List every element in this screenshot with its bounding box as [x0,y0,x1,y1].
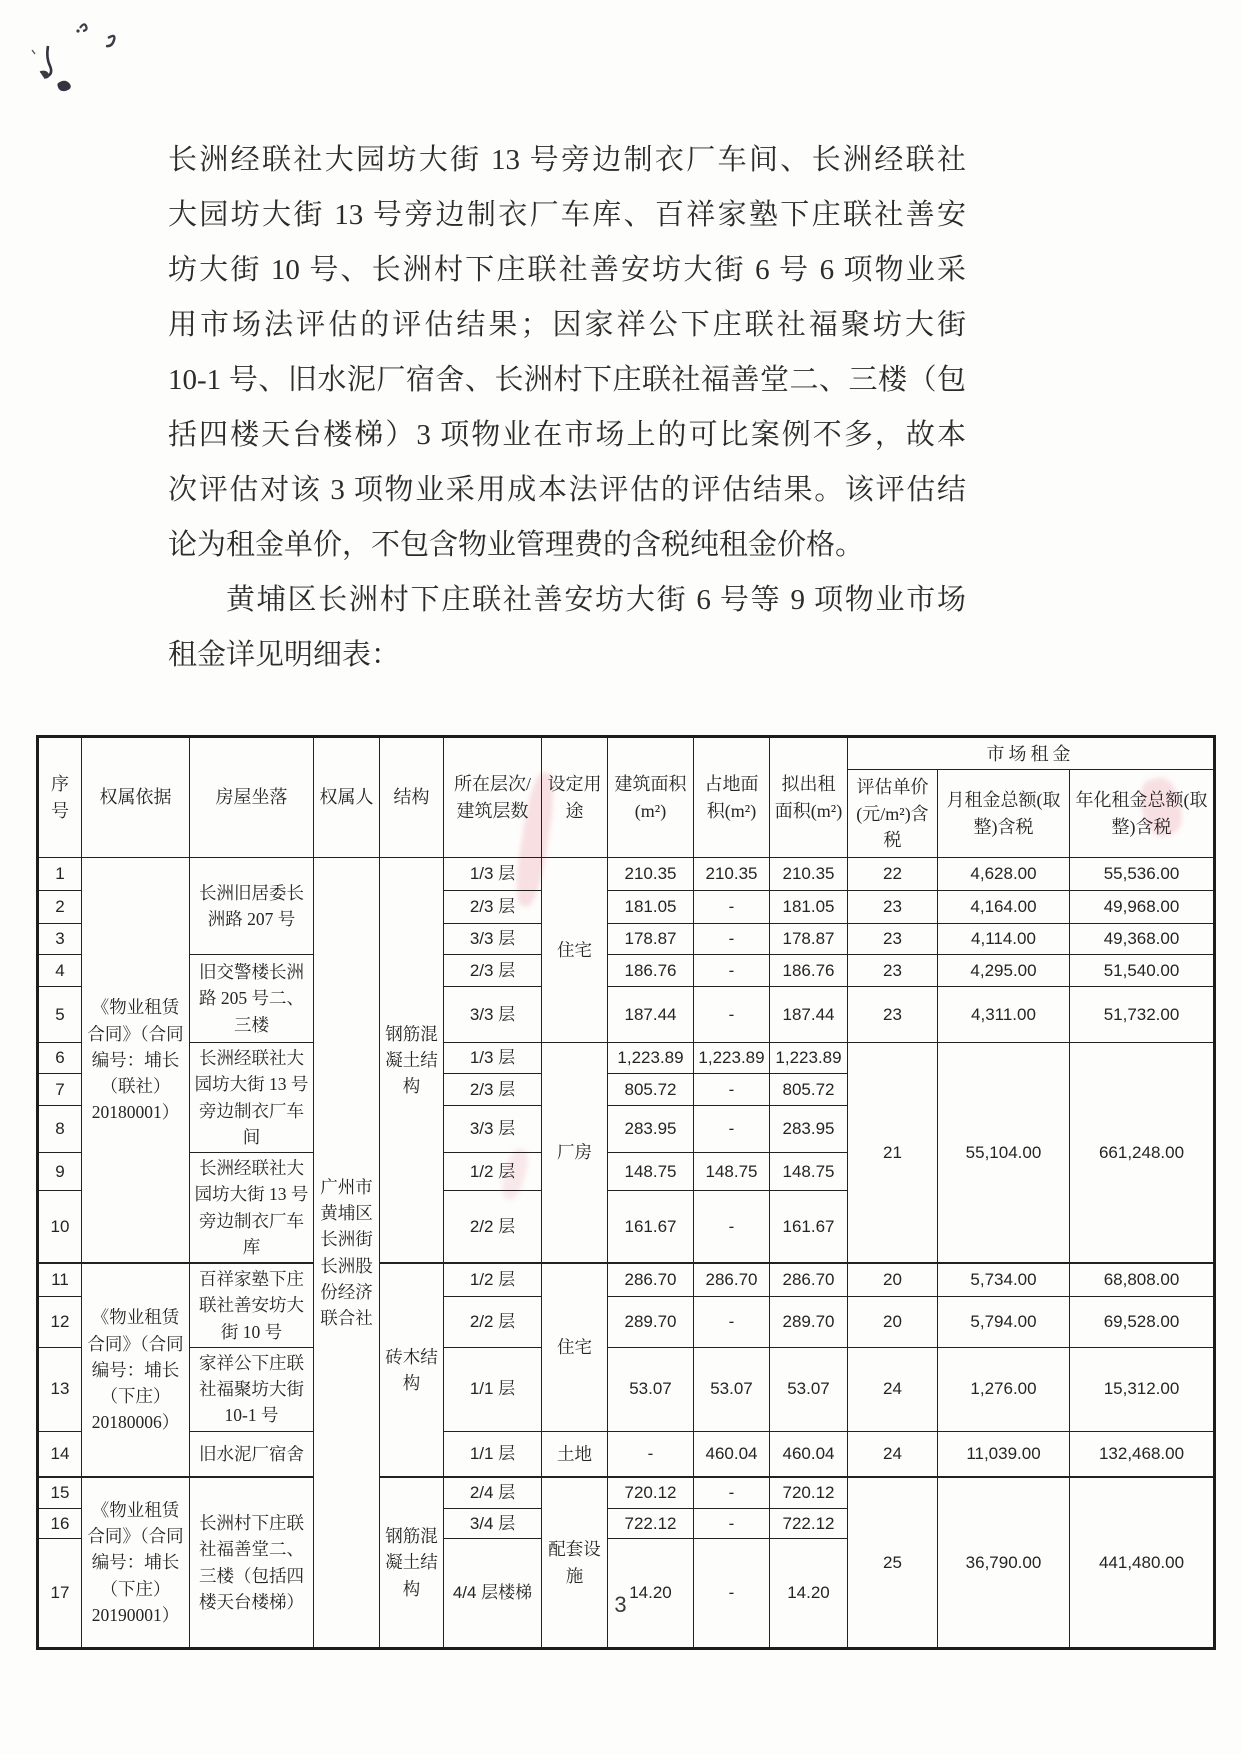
table-cell: 186.76 [608,955,694,987]
table-cell: 289.70 [770,1296,848,1347]
table-cell: 长洲经联社大园坊大街 13 号旁边制衣厂车间 [190,1043,314,1153]
table-cell: 旧水泥厂宿舍 [190,1431,314,1477]
col-header-structure: 结构 [380,737,444,858]
body-text-line: 长洲经联社大园坊大街 13 号旁边制衣厂车间、长洲经联社 [168,144,966,176]
table-cell: 3 [38,924,82,955]
table-cell: 161.67 [770,1190,848,1263]
table-cell: 钢筋混凝土结构 [380,858,444,1264]
table-cell: 722.12 [608,1508,694,1539]
table-cell: 家祥公下庄联社福聚坊大街 10-1 号 [190,1347,314,1431]
table-cell: 5,794.00 [938,1296,1070,1347]
table-cell: 4,295.00 [938,955,1070,987]
body-text [168,133,966,683]
table-cell: 2/3 层 [444,1074,542,1105]
table-cell: 7 [38,1074,82,1105]
table-row [38,1263,1215,1296]
table-cell: 12 [38,1296,82,1347]
col-header-monthly-rent: 月租金总额(取整)含税 [938,770,1070,858]
table-cell: 4,311.00 [938,987,1070,1043]
table-cell: 460.04 [694,1431,770,1477]
col-header-usage: 设定用途 [542,737,608,858]
table-row [38,858,1215,891]
body-text-line: 括四楼天台楼梯）3 项物业在市场上的可比案例不多，故本 [168,419,966,451]
table-cell: 5,734.00 [938,1263,1070,1296]
pen-scribble-mark [18,8,148,98]
table-cell: 3/3 层 [444,987,542,1043]
table-cell: 4 [38,955,82,987]
table-row [38,1043,1215,1074]
table-cell: 配套设施 [542,1477,608,1649]
table-cell: 148.75 [608,1153,694,1191]
table-cell: 1/1 层 [444,1347,542,1431]
table-cell: 286.70 [608,1263,694,1296]
table-cell: - [694,1296,770,1347]
table-cell: 51,732.00 [1070,987,1215,1043]
table-cell: 14.20 [770,1539,848,1649]
table-cell: 13 [38,1347,82,1431]
table-cell: 4/4 层楼梯 [444,1539,542,1649]
col-header-annual-rent: 年化租金总额(取整)含税 [1070,770,1215,858]
table-cell: 53.07 [694,1347,770,1431]
table-row [38,1431,1215,1477]
table-cell: 805.72 [770,1074,848,1105]
col-header-building-area: 建筑面积(m²) [608,737,694,858]
table-cell: 1,223.89 [694,1043,770,1074]
table-cell: 23 [848,987,938,1043]
col-header-market-rent-group: 市场租金 [848,737,1215,770]
table-cell: - [694,955,770,987]
table-cell: 53.07 [608,1347,694,1431]
col-header-land-area: 占地面积(m²) [694,737,770,858]
table-cell: 23 [848,955,938,987]
table-cell: 283.95 [770,1105,848,1152]
table-cell: 441,480.00 [1070,1477,1215,1649]
table-cell: 720.12 [608,1477,694,1508]
table-cell: 15,312.00 [1070,1347,1215,1431]
table-cell: - [694,1508,770,1539]
rent-detail-table [36,735,1216,1650]
table-cell: - [694,924,770,955]
table-cell: 55,104.00 [938,1043,1070,1264]
table-cell: 24 [848,1431,938,1477]
table-cell: 55,536.00 [1070,858,1215,891]
table-cell: - [694,1539,770,1649]
table-cell: 1/2 层 [444,1153,542,1191]
table-cell: 722.12 [770,1508,848,1539]
table-cell: 148.75 [694,1153,770,1191]
table-cell: 1/1 层 [444,1431,542,1477]
table-cell: - [694,1190,770,1263]
table-cell: 187.44 [608,987,694,1043]
table-body [38,858,1215,1649]
table-cell: 4,164.00 [938,891,1070,924]
table-cell: 1,276.00 [938,1347,1070,1431]
table-cell: 187.44 [770,987,848,1043]
table-cell: 181.05 [608,891,694,924]
table-cell: - [694,1105,770,1152]
table-cell: 土地 [542,1431,608,1477]
table-cell: 20 [848,1296,938,1347]
col-header-location: 房屋坐落 [190,737,314,858]
table-cell: 4,628.00 [938,858,1070,891]
table-cell: 286.70 [770,1263,848,1296]
table-cell: 283.95 [608,1105,694,1152]
body-text-line: 论为租金单价，不包含物业管理费的含税纯租金价格。 [168,529,865,561]
table-cell: 210.35 [694,858,770,891]
col-header-unit-price: 评估单价 (元/m²)含税 [848,770,938,858]
table-cell: 178.87 [608,924,694,955]
table-cell: 广州市黄埔区长洲街长洲股份经济联合社 [314,858,380,1649]
table-cell: - [608,1431,694,1477]
table-cell: 181.05 [770,891,848,924]
table-cell: 49,968.00 [1070,891,1215,924]
table-cell: 23 [848,924,938,955]
table-cell: 百祥家塾下庄联社善安坊大街 10 号 [190,1263,314,1347]
col-header-owner: 权属人 [314,737,380,858]
table-cell: 24 [848,1347,938,1431]
table-cell: 17 [38,1539,82,1649]
table-cell: 长洲村下庄联社福善堂二、三楼（包括四楼天台楼梯） [190,1477,314,1649]
table-cell: 10 [38,1190,82,1263]
col-header-rent-area: 拟出租面积(m²) [770,737,848,858]
table-cell: 210.35 [770,858,848,891]
table-cell: 《物业租赁合同》（合同编号：埔长（下庄）20180006） [82,1263,190,1477]
table-cell: 21 [848,1043,938,1264]
table-cell: 805.72 [608,1074,694,1105]
table-cell: 2 [38,891,82,924]
table-cell: 砖木结构 [380,1263,444,1477]
table-cell: - [694,891,770,924]
table-cell: 14.20 [608,1539,694,1649]
table-cell: 6 [38,1043,82,1074]
table-cell: 2/3 层 [444,891,542,924]
body-text-line: 坊大街 10 号、长洲村下庄联社善安坊大街 6 号 6 项物业采 [168,254,966,286]
table-cell: 住宅 [542,858,608,1043]
table-cell: 8 [38,1105,82,1152]
table-cell: 289.70 [608,1296,694,1347]
table-cell: 1,223.89 [770,1043,848,1074]
table-cell: 4,114.00 [938,924,1070,955]
table-cell: 3/3 层 [444,924,542,955]
table-cell: 钢筋混凝土结构 [380,1477,444,1649]
table-row [38,1347,1215,1431]
table-cell: 2/4 层 [444,1477,542,1508]
page-number: 3 [614,1592,627,1617]
table-cell: 9 [38,1153,82,1191]
table-cell: 51,540.00 [1070,955,1215,987]
body-text-line: 10-1 号、旧水泥厂宿舍、长洲村下庄联社福善堂二、三楼（包 [168,364,966,396]
table-cell: 1/3 层 [444,858,542,891]
table-cell: 69,528.00 [1070,1296,1215,1347]
table-header-row-group [38,737,1215,770]
table-cell: 720.12 [770,1477,848,1508]
table-cell: 49,368.00 [1070,924,1215,955]
table-cell: 长洲旧居委长洲路 207 号 [190,858,314,955]
col-header-ownership-basis: 权属依据 [82,737,190,858]
table-cell: 25 [848,1477,938,1649]
table-cell: 1,223.89 [608,1043,694,1074]
table-cell: 厂房 [542,1043,608,1264]
table-row [38,955,1215,987]
table-cell: 3/3 层 [444,1105,542,1152]
table-cell: 1/2 层 [444,1263,542,1296]
table-cell: 住宅 [542,1263,608,1431]
body-text-line: 用市场法评估的评估结果；因家祥公下庄联社福聚坊大街 [168,309,966,341]
table-cell: 16 [38,1508,82,1539]
table-cell: - [694,1074,770,1105]
table-cell: 11,039.00 [938,1431,1070,1477]
table-cell: 210.35 [608,858,694,891]
table-cell: 22 [848,858,938,891]
table-cell: 5 [38,987,82,1043]
table-cell: 53.07 [770,1347,848,1431]
table-cell: 36,790.00 [938,1477,1070,1649]
table-cell: - [694,987,770,1043]
table-cell: 14 [38,1431,82,1477]
table-cell: 132,468.00 [1070,1431,1215,1477]
col-header-floor: 所在层次/建筑层数 [444,737,542,858]
table-cell: 661,248.00 [1070,1043,1215,1264]
table-cell: 《物业租赁合同》（合同编号：埔长（下庄）20190001） [82,1477,190,1649]
table-cell: - [694,1477,770,1508]
table-cell: 《物业租赁合同》（合同编号：埔长（联社）20180001） [82,858,190,1264]
table-cell: 旧交警楼长洲路 205 号二、三楼 [190,955,314,1043]
rent-table-container [36,735,1216,1650]
body-text-line: 黄埔区长洲村下庄联社善安坊大街 6 号等 9 项物业市场 [226,584,966,616]
table-cell: 15 [38,1477,82,1508]
table-cell: 286.70 [694,1263,770,1296]
table-cell: 186.76 [770,955,848,987]
table-cell: 1 [38,858,82,891]
table-cell: 11 [38,1263,82,1296]
table-cell: 3/4 层 [444,1508,542,1539]
table-cell: 1/3 层 [444,1043,542,1074]
table-cell: 460.04 [770,1431,848,1477]
table-cell: 2/2 层 [444,1190,542,1263]
table-cell: 2/3 层 [444,955,542,987]
body-text-line: 大园坊大街 13 号旁边制衣厂车库、百祥家塾下庄联社善安 [168,199,966,231]
table-cell: 20 [848,1263,938,1296]
body-text-line: 租金详见明细表： [168,639,401,671]
table-cell: 23 [848,891,938,924]
table-cell: 2/2 层 [444,1296,542,1347]
table-cell: 161.67 [608,1190,694,1263]
col-header-seq: 序号 [38,737,82,858]
table-cell: 148.75 [770,1153,848,1191]
table-cell: 68,808.00 [1070,1263,1215,1296]
body-text-line: 次评估对该 3 项物业采用成本法评估的评估结果。该评估结 [168,474,966,506]
table-row [38,1477,1215,1508]
table-cell: 长洲经联社大园坊大街 13 号旁边制衣厂车库 [190,1153,314,1264]
table-cell: 178.87 [770,924,848,955]
